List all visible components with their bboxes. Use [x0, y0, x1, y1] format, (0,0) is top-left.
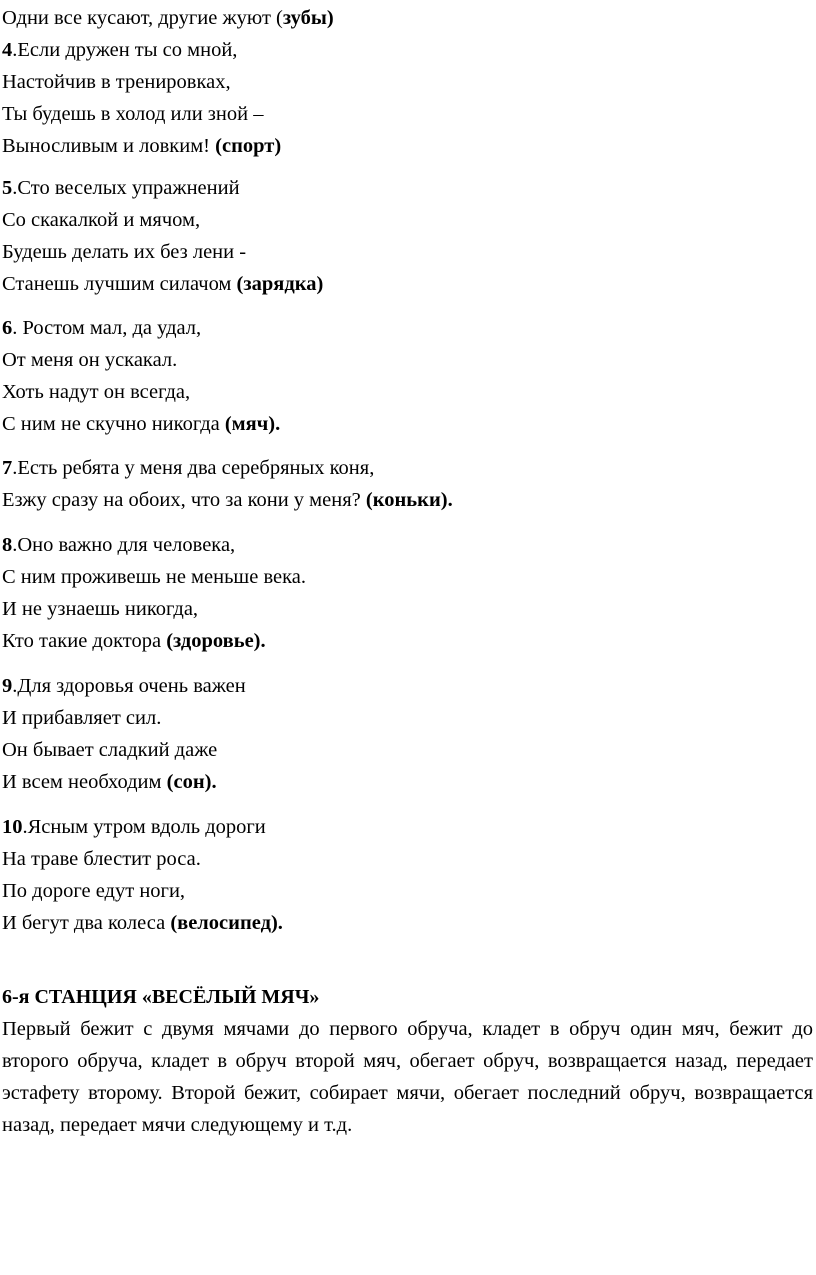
riddle-line	[2, 847, 201, 871]
riddle-answer: (сон).	[166, 771, 217, 793]
riddle-text: С ним проживешь не меньше века.	[2, 566, 306, 588]
riddle-number: 4	[2, 39, 13, 61]
riddle-answer: (зарядка)	[236, 273, 324, 295]
riddle-line	[2, 770, 217, 794]
riddle-number: 10	[2, 816, 23, 838]
riddle-answer: (спорт)	[215, 135, 282, 157]
riddle-text: На траве блестит роса.	[2, 848, 201, 870]
riddle-line	[2, 38, 237, 62]
riddle-line	[2, 176, 240, 200]
riddle-line	[2, 6, 334, 30]
riddle-text: .Для здоровья очень важен	[12, 675, 246, 697]
riddle-answer: (здоровье).	[166, 630, 266, 652]
riddle-text: .Если дружен ты со мной,	[12, 39, 238, 61]
riddle-line	[2, 208, 200, 232]
riddle-text: Станешь лучшим силачом	[2, 273, 237, 295]
riddle-text: . Ростом мал, да удал,	[12, 317, 202, 339]
riddle-line	[2, 565, 306, 589]
station-heading: 6-я СТАНЦИЯ «ВЕСЁЛЫЙ МЯЧ»	[2, 986, 320, 1008]
riddle-text: И прибавляет сил.	[2, 707, 162, 729]
riddle-text: И бегут два колеса	[2, 912, 171, 934]
riddle-line	[2, 674, 246, 698]
riddle-number: 8	[2, 534, 13, 556]
riddle-number: 9	[2, 675, 13, 697]
riddle-text: .Ясным утром вдоль дороги	[22, 816, 266, 838]
riddle-text: Будешь делать их без лени -	[2, 241, 247, 263]
riddle-line	[2, 240, 246, 264]
riddle-text: Кто такие доктора	[2, 630, 167, 652]
riddle-line	[2, 456, 374, 480]
riddle-text: .Оно важно для человека,	[12, 534, 236, 556]
riddle-answer: (коньки).	[365, 489, 453, 511]
riddle-line	[2, 102, 263, 126]
riddle-number: 7	[2, 457, 13, 479]
riddle-text: С ним не скучно никогда	[2, 413, 225, 435]
riddle-line	[2, 316, 201, 340]
riddle-text: Хоть надут он всегда,	[2, 381, 191, 403]
riddle-line	[2, 348, 177, 372]
riddle-text: .Есть ребята у меня два серебряных коня,	[12, 457, 375, 479]
riddle-line	[2, 815, 266, 839]
riddle-line	[2, 533, 235, 557]
riddle-text: И всем необходим	[2, 771, 167, 793]
riddle-line	[2, 911, 283, 935]
riddle-text: Со скакалкой и мячом,	[2, 209, 201, 231]
riddle-line	[2, 380, 190, 404]
riddle-text: .Сто веселых упражнений	[12, 177, 240, 199]
riddle-text: От меня он ускакал.	[2, 349, 178, 371]
riddle-line	[2, 629, 266, 653]
riddle-line	[2, 738, 217, 762]
riddle-line	[2, 706, 161, 730]
riddle-text: Настойчив в тренировках,	[2, 71, 231, 93]
riddle-text: И не узнаешь никогда,	[2, 598, 199, 620]
station-description: Первый бежит с двумя мячами до первого обруча, кладет в обруч один мяч, бежит до второго обруча, кладет в обруч второй мяч, обегает обруч, возвращается назад, передает эстафету второму. Второй бежит, собирает мячи, обегает последний обруч, возвращается назад, передает мячи следующему и т.д.	[2, 1018, 813, 1136]
riddle-line	[2, 488, 453, 512]
riddle-line	[2, 412, 280, 436]
riddle-text: Он бывает сладкий даже	[2, 739, 218, 761]
riddle-text: Езжу сразу на обоих, что за кони у меня?	[2, 489, 366, 511]
riddle-text: Выносливым и ловким!	[2, 135, 216, 157]
riddle-line	[2, 70, 231, 94]
riddle-line	[2, 879, 185, 903]
riddle-answer: зубы)	[282, 7, 334, 29]
riddle-answer: (велосипед).	[170, 912, 283, 934]
riddle-line	[2, 272, 323, 296]
riddle-line	[2, 597, 198, 621]
riddle-number: 6	[2, 317, 13, 339]
riddle-text: По дороге едут ноги,	[2, 880, 186, 902]
riddle-text: Ты будешь в холод или зной –	[2, 103, 264, 125]
riddle-text: Одни все кусают, другие жуют (	[2, 7, 283, 29]
riddle-answer: (мяч).	[224, 413, 281, 435]
riddle-number: 5	[2, 177, 13, 199]
riddle-line	[2, 134, 281, 158]
